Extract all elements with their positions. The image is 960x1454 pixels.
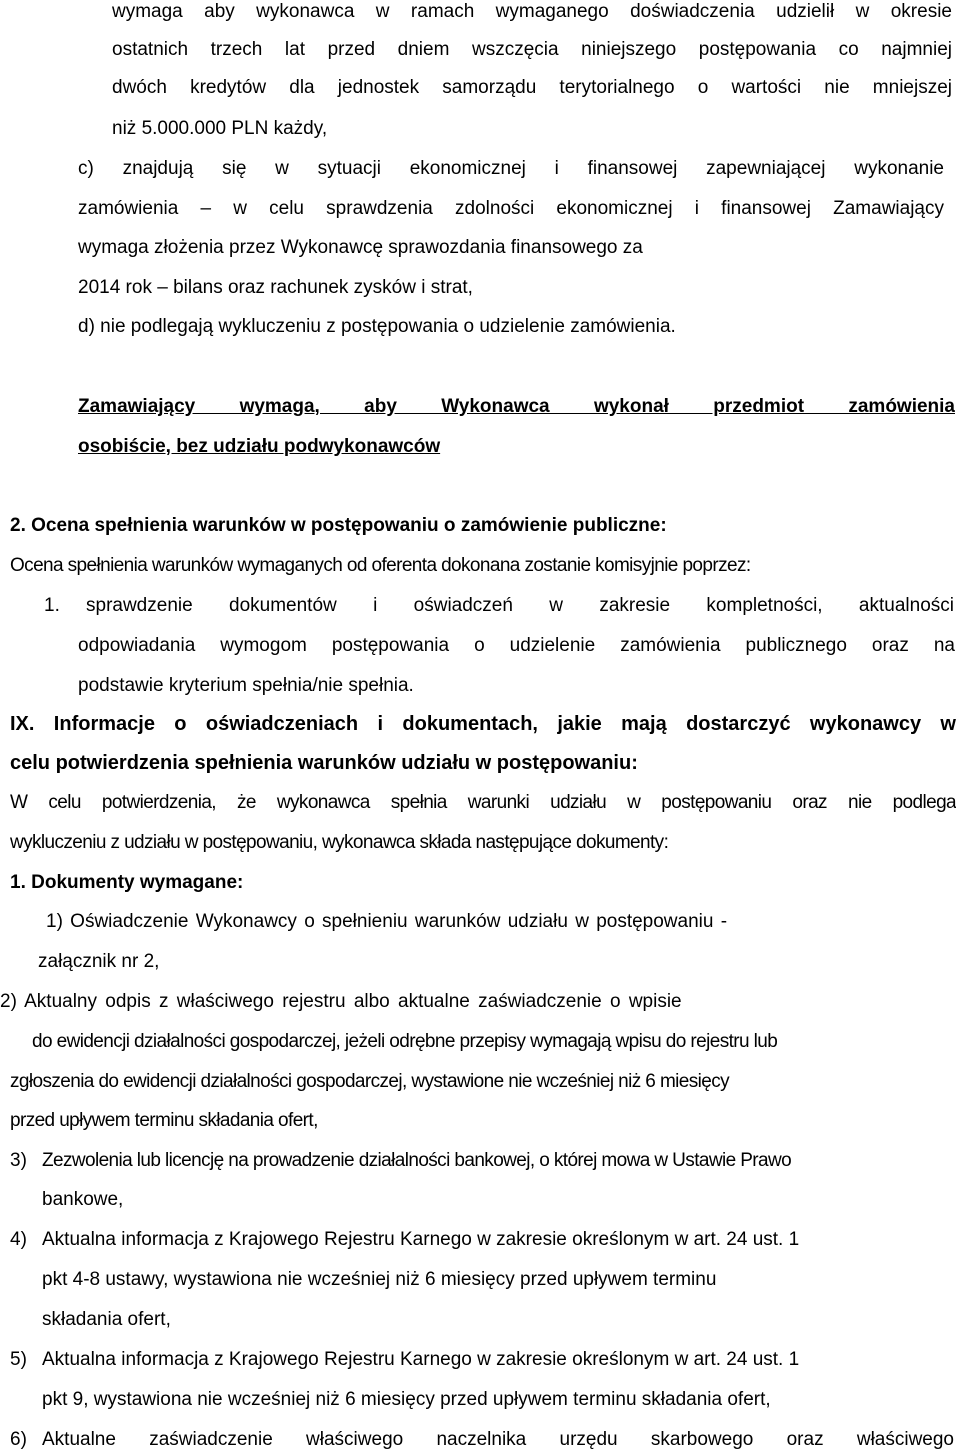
list-item-text: przed upływem terminu składania ofert, [10, 1110, 318, 1131]
paragraph-line: Ocena spełnienia warunków wymaganych od oferenta dokonana zostanie komisyjnie poprzez: [10, 555, 751, 576]
list-item-1: 1) Oświadczenie Wykonawcy o spełnieniu warunków udziału w postępowaniu - [46, 911, 728, 932]
paragraph-line: wymaga aby wykonawca w ramach wymaganego doświadczenia udzielił w okresie [112, 1, 952, 22]
list-item-text: odpowiadania wymogom postępowania o udzielenie zamówienia publicznego oraz na [78, 635, 955, 656]
section-heading-2: 2. Ocena spełnienia warunków w postępowaniu o zamówienie publiczne: [10, 515, 667, 536]
list-item-text: podstawie kryterium spełnia/nie spełnia. [78, 675, 414, 696]
paragraph-line: wymaga złożenia przez Wykonawcę sprawozdania finansowego za [78, 237, 643, 258]
list-item-6: Aktualne zaświadczenie właściwego naczelnika urzędu skarbowego oraz właściwego [42, 1429, 954, 1450]
list-item-text: do ewidencji działalności gospodarczej, jeżeli odrębne przepisy wymagają wpisu do rejestru lub [32, 1031, 778, 1052]
list-item-d: d) nie podlegają wykluczeniu z postępowania o udzielenie zamówienia. [78, 316, 676, 337]
paragraph-line: 2014 rok – bilans oraz rachunek zysków i strat, [78, 277, 473, 298]
subcontractor-notice-line: osobiście, bez udziału podwykonawców [78, 436, 441, 457]
list-item-text: pkt 9, wystawiona nie wcześniej niż 6 miesięcy przed upływem terminu składania ofert, [42, 1389, 771, 1410]
section-heading-ix: celu potwierdzenia spełnienia warunków udziału w postępowaniu: [10, 752, 638, 774]
list-item-3: Zezwolenia lub licencję na prowadzenie działalności bankowej, o której mowa w Ustawie Prawo [42, 1150, 792, 1171]
list-number: 5) [10, 1349, 27, 1370]
list-item-text: bankowe, [42, 1189, 124, 1210]
list-number: 3) [10, 1150, 27, 1171]
paragraph-line: W celu potwierdzenia, że wykonawca spełnia warunki udziału w postępowaniu oraz nie podlega [10, 792, 956, 813]
list-item-c: c) znajdują się w sytuacji ekonomicznej i finansowej zapewniającej wykonanie [78, 158, 944, 179]
paragraph-line: wykluczeniu z udziału w postępowaniu, wykonawca składa następujące dokumenty: [10, 832, 669, 853]
list-item-text: sprawdzenie dokumentów i oświadczeń w zakresie kompletności, aktualności [86, 595, 954, 616]
list-number: 6) [10, 1429, 27, 1450]
list-item-text: zgłoszenia do ewidencji działalności gospodarczej, wystawione nie wcześniej niż 6 miesięcy [10, 1071, 730, 1092]
paragraph-line: zamówienia – w celu sprawdzenia zdolności ekonomicznej i finansowej Zamawiający [78, 198, 944, 219]
subsection-heading: 1. Dokumenty wymagane: [10, 872, 244, 893]
list-item-text: załącznik nr 2, [38, 951, 160, 972]
paragraph-line: dwóch kredytów dla jednostek samorządu terytorialnego o wartości nie mniejszej [112, 77, 952, 98]
list-item-5: Aktualna informacja z Krajowego Rejestru Karnego w zakresie określonym w art. 24 ust. 1 [42, 1349, 800, 1370]
section-heading-ix: IX. Informacje o oświadczeniach i dokumentach, jakie mają dostarczyć wykonawcy w [10, 713, 956, 735]
list-item-text: składania ofert, [42, 1309, 171, 1330]
list-number: 4) [10, 1229, 27, 1250]
list-item-4: Aktualna informacja z Krajowego Rejestru Karnego w zakresie określonym w art. 24 ust. 1 [42, 1229, 800, 1250]
subcontractor-notice-line: Zamawiający wymaga, aby Wykonawca wykonał przedmiot zamówienia [78, 396, 955, 417]
list-item-2: 2) Aktualny odpis z właściwego rejestru albo aktualne zaświadczenie o wpisie [0, 991, 682, 1012]
paragraph-line: niż 5.000.000 PLN każdy, [112, 118, 328, 139]
list-item-text: pkt 4-8 ustawy, wystawiona nie wcześniej niż 6 miesięcy przed upływem terminu [42, 1269, 717, 1290]
paragraph-line: ostatnich trzech lat przed dniem wszczęcia niniejszego postępowania co najmniej [112, 39, 952, 60]
list-number: 1. [44, 595, 60, 616]
